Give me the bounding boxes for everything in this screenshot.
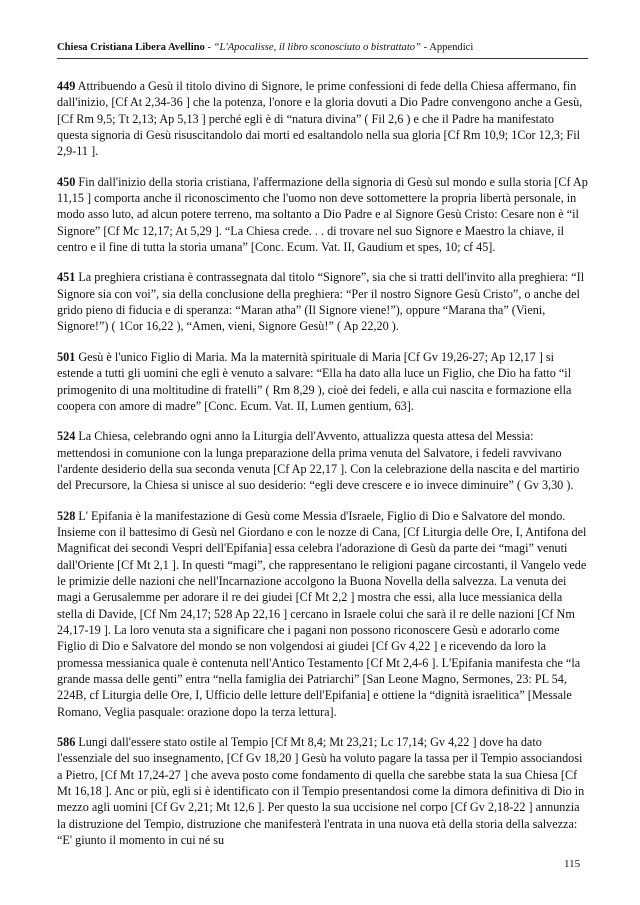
paragraph-text: L' Epifania è la manifestazione di Gesù come Messia d'Israele, Figlio di Dio e Salvatore del mondo. Insieme con il battesimo di Gesù nel Giordano e con le nozze di Cana, [Cf Liturgia delle Ore, I, Antifona del Magnificat dei secondi Vespri dell'Epifania] essa celebra l'adorazione di Gesù da parte dei “magi” venuti dall'Oriente [Cf Mt 2,1 ]. In questi “magi”, che rappresentano le religioni pagane circostanti, il Vangelo vede le primizie delle nazioni che nell'Incarnazione accolgono la Buona Novella della salvezza. La venuta dei magi a Gerusalemme per adorare il re dei giudei [Cf Mt 2,2 ] mostra che essi, alla luce messianica della stella di Davide, [Cf Nm 24,17; 528 Ap 22,16 ] cercano in Israele colui che sarà il re delle nazioni [Cf Nm 24,17-19 ]. La loro venuta sta a significare che i pagani non possono riconoscere Gesù e adorarlo come Figlio di Dio e Salvatore del mondo se non volgendosi ai giudei [Cf Gv 4,22 ] e ricevendo da loro la promessa messianica quale è contenuta nell'Antico Testamento [Cf Mt 2,4-6 ]. L'Epifania manifesta che “la grande massa delle genti” entra “nella famiglia dei Patriarchi” [San Leone Magno, Sermones, 23: PL 54, 224B, cf Liturgia delle Ore, I, Ufficio delle letture dell'Epifania] e ottiene la “dignità israelitica” [Messale Romano, Veglia pasquale: orazione dopo la terza lettura]. bbox=[57, 508, 587, 719]
document-body bbox=[57, 78, 588, 862]
paragraph-number: 528 bbox=[57, 508, 76, 523]
paragraph-524 bbox=[57, 428, 588, 493]
header-org: Chiesa Cristiana Libera Avellino bbox=[57, 42, 205, 53]
page-number: 115 bbox=[564, 858, 581, 870]
header-separator: - bbox=[204, 42, 214, 53]
paragraph-528 bbox=[57, 508, 588, 720]
paragraph-text: Lungi dall'essere stato ostile al Tempio [Cf Mt 8,4; Mt 23,21; Lc 17,14; Gv 4,22 ] dove ha dato l'essenziale del suo insegnamento, [Cf Gv 18,20 ] Gesù ha voluto pagare la tassa per il Tempio associandosi a Pietro, [Cf Mt 17,24-27 ] che aveva posto come fondamento di quella che sarebbe stata la sua Chiesa [Cf Mt 16,18 ]. Anc or più, egli si è identificato con il Tempio presentandosi come la dimora definitiva di Dio in mezzo agli uomini [Cf Gv 2,21; Mt 12,6 ]. Per questo la sua uccisione nel corpo [Cf Gv 2,18-22 ] annunzia la distruzione del Tempio, distruzione che manifesterà l'entrata in una nuova età della storia della salvezza: “E' giunto il momento in cui né su bbox=[57, 735, 585, 848]
paragraph-501 bbox=[57, 349, 588, 414]
paragraph-number: 501 bbox=[57, 349, 76, 364]
paragraph-text: Fin dall'inizio della storia cristiana, l'affermazione della signoria di Gesù sul mondo e sulla storia [Cf Ap 11,15 ] comporta anche il riconoscimento che l'uomo non deve sottomettere la propria libertà personale, in modo asso luto, ad alcun potere terreno, ma soltanto a Dio Padre e al Signore Gesù Cristo: Cesare non è “il Signore” [Cf Mc 12,17; At 5,29 ]. “La Chiesa crede. . . di trovare nel suo Signore e Maestro la chiave, il centro e il fine di tutta la storia umana” [Conc. Ecum. Vat. II, Gaudium et spes, 10; cf 45]. bbox=[57, 174, 588, 255]
paragraph-number: 450 bbox=[57, 174, 76, 189]
paragraph-449 bbox=[57, 78, 588, 160]
paragraph-450 bbox=[57, 174, 588, 256]
paragraph-text: Attribuendo a Gesù il titolo divino di Signore, le prime confessioni di fede della Chiesa affermano, fin dall'inizio, [Cf At 2,34-36 ] che la potenza, l'onore e la gloria dovuti a Dio Padre convengono anche a Gesù, [Cf Rm 9,5; Tt 2,13; Ap 5,13 ] perché egli è di “natura divina” ( Fil 2,6 ) e che il Padre ha manifestato questa signoria di Gesù risuscitandolo dai morti ed esaltandolo nella sua gloria [Cf Rm 10,9; 1Cor 12,3; Fil 2,9-11 ]. bbox=[57, 79, 583, 159]
paragraph-451 bbox=[57, 269, 588, 334]
paragraph-586 bbox=[57, 734, 588, 848]
header-section: - Appendici bbox=[420, 42, 474, 53]
paragraph-number: 449 bbox=[57, 79, 76, 93]
paragraph-text: La preghiera cristiana è contrassegnata dal titolo “Signore”, sia che si tratti dell'invito alla preghiera: “Il Signore sia con voi”, sia della conclusione della preghiera: “Per il nostro Signore Gesù Cristo”, o anche del grido pieno di fiducia e di speranza: “Maran atha” (Il Signore viene!”), oppure “Marana tha” (Vieni, Signore!”) ( 1Cor 16,22 ), “Amen, vieni, Signore Gesù!” ( Ap 22,20 ). bbox=[57, 270, 585, 334]
header-rule bbox=[57, 58, 588, 59]
paragraph-text: Gesù è l'unico Figlio di Maria. Ma la maternità spirituale di Maria [Cf Gv 19,26-27; Ap 12,17 ] si estende a tutti gli uomini che egli è venuto a salvare: “Ella ha dato alla luce un Figlio, che Dio ha fatto “il primogenito di una moltitudine di fratelli” ( Rm 8,29 ), cioè dei fedeli, e alla cui nascita e formazione ella coopera con amore di madre” [Conc. Ecum. Vat. II, Lumen gentium, 63]. bbox=[57, 349, 572, 413]
header-title: “L'Apocalisse, il libro sconosciuto o bistrattato” bbox=[213, 42, 421, 53]
page-header bbox=[57, 41, 597, 54]
paragraph-number: 586 bbox=[57, 735, 76, 750]
paragraph-text: La Chiesa, celebrando ogni anno la Liturgia dell'Avvento, attualizza questa attesa del Messia: mettendosi in comunione con la lunga preparazione della prima venuta del Salvatore, i fedeli ravvivano l'ardente desiderio della sua seconda venuta [Cf Ap 22,17 ]. Con la celebrazione della nascita e del martirio del Precursore, la Chiesa si unisce al suo desiderio: “egli deve crescere e io invece diminuire” ( Gv 3,30 ). bbox=[57, 429, 580, 493]
paragraph-number: 524 bbox=[57, 429, 76, 444]
paragraph-number: 451 bbox=[57, 270, 76, 285]
